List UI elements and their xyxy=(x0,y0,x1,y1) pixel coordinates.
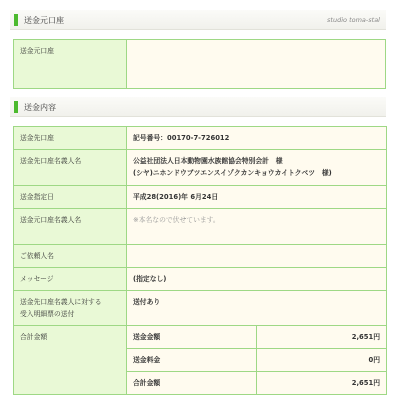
total-label: 合計金額 xyxy=(14,326,127,395)
requester-value xyxy=(127,245,387,268)
transfer-content-table xyxy=(13,126,387,395)
transfer-fee-value: 0円 xyxy=(257,349,387,372)
studio-brand: studio toma-stal xyxy=(327,16,380,24)
transfer-content-title: 送金内容 xyxy=(24,103,56,112)
dest-account-label: 送金先口座 xyxy=(14,127,127,150)
grand-total-label: 合計金額 xyxy=(127,372,257,395)
message-label: メッセージ xyxy=(14,268,127,291)
dest-name-line2: (シヤ)ニホンドウブツエンスイゾクカンキョウカイトクベツ 様) xyxy=(133,169,332,177)
source-account-header xyxy=(10,10,386,30)
message-value: (指定なし) xyxy=(127,268,387,291)
grand-total-value: 2,651円 xyxy=(257,372,387,395)
dest-name-label: 送金先口座名義人名 xyxy=(14,150,127,186)
dest-name-line1: 公益社団法人日本動物園水族館協会特別会計 様 xyxy=(133,157,283,165)
source-account-table xyxy=(13,39,386,89)
statement-label-line1: 送金先口座名義人に対する xyxy=(20,298,102,306)
date-value: 平成28(2016)年 6月24日 xyxy=(127,186,387,209)
dest-account-value: 記号番号：00170-7-726012 xyxy=(127,127,387,150)
header-accent-bar xyxy=(14,14,18,26)
dest-name-value xyxy=(127,150,387,186)
statement-value: 送付あり xyxy=(127,291,387,326)
statement-label xyxy=(14,291,127,326)
transfer-fee-label: 送金料金 xyxy=(127,349,257,372)
date-label: 送金指定日 xyxy=(14,186,127,209)
source-account-title: 送金元口座 xyxy=(24,16,64,25)
statement-label-line2: 受入明細票の送付 xyxy=(20,310,75,318)
transfer-amount-label: 送金金額 xyxy=(127,326,257,349)
requester-label: ご依頼人名 xyxy=(14,245,127,268)
source-name-label: 送金元口座名義人名 xyxy=(14,209,127,245)
header-accent-bar xyxy=(14,101,18,113)
transfer-content-header xyxy=(10,97,386,117)
source-account-value xyxy=(127,40,386,89)
transfer-amount-value: 2,651円 xyxy=(257,326,387,349)
source-name-value: ※本名なので伏せています。 xyxy=(127,209,387,245)
source-account-label: 送金元口座 xyxy=(14,40,127,89)
